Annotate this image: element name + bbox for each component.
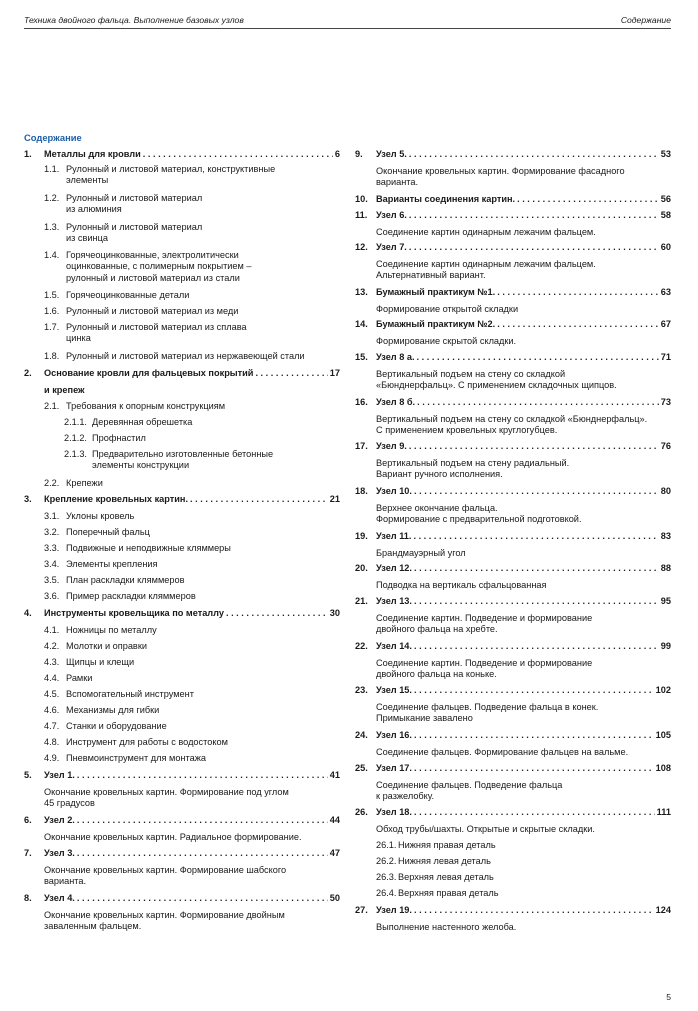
toc-entry-title[interactable]: Узел 16. <box>376 730 412 740</box>
toc-entry-page: 30 <box>329 608 340 618</box>
toc-entry-number: 14. <box>355 319 368 329</box>
dot-leader <box>414 641 659 653</box>
toc-subentry-number: 26.3. <box>376 872 397 882</box>
toc-entry-number: 8. <box>24 893 32 903</box>
toc-entry[interactable] <box>24 815 340 827</box>
toc-subentry[interactable] <box>44 322 340 345</box>
toc-subentry-title[interactable]: Уклоны кровель <box>66 511 135 521</box>
toc-subentry-title[interactable]: Предварительно изготовленные бетонные элементы конструкции <box>92 449 274 471</box>
toc-entry-page: 88 <box>660 563 671 573</box>
toc-entry-line[interactable] <box>355 352 671 364</box>
toc-subentry-title[interactable]: Нижняя левая деталь <box>398 856 491 866</box>
toc-subentry-title[interactable]: Рулонный и листовой материал из сплава цинка <box>66 322 247 344</box>
toc-entry-title[interactable]: Узел 14. <box>376 641 412 651</box>
toc-subentry-number: 4.2. <box>44 641 60 651</box>
toc-subentry[interactable] <box>376 856 671 867</box>
toc-entry-title[interactable]: Узел 1. <box>44 770 75 780</box>
toc-entry-number: 11. <box>355 210 368 220</box>
toc-subentry-number: 1.3. <box>44 222 60 232</box>
dot-leader <box>143 149 333 161</box>
toc-entry-line[interactable] <box>355 905 671 917</box>
toc-subentry[interactable] <box>44 641 340 652</box>
header-book-title: Техника двойного фальца. Выполнение базовых узлов <box>24 15 244 25</box>
dot-leader <box>77 815 328 827</box>
toc-entry-description: Подводка на вертикаль сфальцованная <box>376 580 547 590</box>
toc-entry-number: 7. <box>24 848 32 858</box>
toc-entry-title[interactable]: Инструменты кровельщика по металлу <box>44 608 224 618</box>
toc-entry[interactable] <box>24 368 340 395</box>
toc-subentry-title[interactable]: Требования к опорным конструкциям <box>66 401 226 411</box>
toc-entry[interactable] <box>355 596 671 608</box>
toc-entry[interactable] <box>355 730 671 742</box>
toc-entry-number: 17. <box>355 441 368 451</box>
dot-leader <box>414 486 659 498</box>
toc-subentry-title[interactable]: Рулонный и листовой материал, конструктивные элементы <box>66 164 276 186</box>
toc-entry-line[interactable] <box>24 608 340 620</box>
toc-entry-number: 4. <box>24 608 32 618</box>
toc-entry-page: 111 <box>656 807 671 817</box>
toc-entry[interactable] <box>355 210 671 222</box>
dot-leader <box>417 352 659 364</box>
toc-entry-description: Обход трубы/шахты. Открытые и скрытые складки. <box>376 824 595 834</box>
toc-entry-description: Окончание кровельных картин. Радиальное формирование. <box>44 832 302 842</box>
toc-entry[interactable] <box>355 397 671 409</box>
toc-entry-description: Вертикальный подъем на стену радиальный. Вариант ручного исполнения. <box>376 458 570 480</box>
toc-subentry-title[interactable]: Верхняя правая деталь <box>398 888 499 898</box>
toc-subentry-number: 4.8. <box>44 737 60 747</box>
toc-entry-description: Формирование скрытой складки. <box>376 336 517 346</box>
toc-entry-description: Соединение картин. Подведение и формирование двойного фальца на хребте. <box>376 613 593 635</box>
toc-entry-title[interactable]: Узел 4. <box>44 893 75 903</box>
toc-entry-description: Формирование открытой складки <box>376 304 519 314</box>
toc-entry-line[interactable] <box>355 397 671 409</box>
toc-subentry-number: 2.1. <box>44 401 60 411</box>
toc-subentry[interactable] <box>44 753 340 764</box>
toc-subentry-number: 1.1. <box>44 164 60 174</box>
toc-entry-description: Выполнение настенного желоба. <box>376 922 517 932</box>
toc-entry-description: Окончание кровельных картин. Формирование шабского варианта. <box>44 865 287 887</box>
toc-entry[interactable] <box>24 608 340 620</box>
toc-entry-title[interactable]: Основание кровли для фальцевых покрытий <box>44 368 254 378</box>
toc-entry-title[interactable]: Узел 12. <box>376 563 412 573</box>
toc-subentry[interactable] <box>44 351 340 362</box>
toc-entry-description: Соединение фальцев. Подведение фальца к разжелобку. <box>376 780 563 802</box>
toc-entry[interactable] <box>24 848 340 860</box>
toc-subentry-title[interactable]: Инструмент для работы с водостоком <box>66 737 228 747</box>
dot-leader <box>409 441 659 453</box>
toc-subentry-number: 26.1. <box>376 840 397 850</box>
toc-subentry-number: 26.4. <box>376 888 397 898</box>
toc-entry-description: Окончание кровельных картин. Формирование под углом 45 градусов <box>44 787 289 809</box>
dot-leader <box>497 319 659 331</box>
toc-subentry-number: 2.1.3. <box>64 449 87 459</box>
toc-subentry-title[interactable]: Рамки <box>66 673 93 683</box>
toc-entry-page: 6 <box>334 149 340 159</box>
toc-subentry-number: 4.3. <box>44 657 60 667</box>
toc-subentry-title[interactable]: Вспомогательный инструмент <box>66 689 194 699</box>
toc-subentry-title[interactable]: Профнастил <box>92 433 146 443</box>
toc-entry-line[interactable] <box>355 149 671 161</box>
header-section-title: Содержание <box>620 15 671 25</box>
toc-entry-page: 56 <box>660 194 671 204</box>
dot-leader <box>77 893 328 905</box>
toc-entry-number: 19. <box>355 531 368 541</box>
toc-subentry-title[interactable]: Подвижные и неподвижные кляммеры <box>66 543 231 553</box>
toc-entry-title[interactable]: Узел 2. <box>44 815 75 825</box>
toc-entry-number: 1. <box>24 149 32 159</box>
toc-entry-page: 67 <box>660 319 671 329</box>
toc-subentry-title[interactable]: Деревянная обрешетка <box>92 417 193 427</box>
toc-entry-description: Верхнее окончание фальца. Формирование с предварительной подготовкой. <box>376 503 582 525</box>
toc-entry-number: 9. <box>355 149 363 159</box>
toc-entry-page: 83 <box>660 531 671 541</box>
toc-subentry-title[interactable]: План раскладки кляммеров <box>66 575 185 585</box>
toc-entry[interactable] <box>355 486 671 498</box>
toc-entry[interactable] <box>24 494 340 506</box>
toc-subentry[interactable] <box>376 888 671 899</box>
toc-subentry[interactable] <box>44 478 340 489</box>
toc-entry-title-continuation[interactable]: и крепеж <box>44 385 85 395</box>
toc-entry-line[interactable] <box>355 210 671 222</box>
dot-leader <box>414 596 659 608</box>
toc-entry-line[interactable] <box>355 807 671 819</box>
toc-entry[interactable] <box>355 194 671 206</box>
toc-entry-page: 44 <box>329 815 340 825</box>
toc-entry[interactable] <box>355 319 671 331</box>
toc-entry-title[interactable]: Узел 19. <box>376 905 412 915</box>
page-number: 5 <box>666 992 671 1002</box>
toc-subentry[interactable] <box>44 164 340 187</box>
toc-entry-title[interactable]: Узел 3. <box>44 848 75 858</box>
toc-entry[interactable] <box>355 563 671 575</box>
toc-entry-title[interactable]: Узел 13. <box>376 596 412 606</box>
toc-entry-number: 18. <box>355 486 368 496</box>
toc-subentry-title[interactable]: Механизмы для гибки <box>66 705 160 715</box>
toc-subentry[interactable] <box>44 250 340 284</box>
toc-entry-number: 27. <box>355 905 368 915</box>
toc-entry[interactable] <box>355 685 671 697</box>
dot-leader <box>77 848 328 860</box>
toc-subentry-number: 1.4. <box>44 250 60 260</box>
toc-entry-page: 80 <box>660 486 671 496</box>
toc-subentry-number: 26.2. <box>376 856 397 866</box>
toc-subentry-title[interactable]: Нижняя правая деталь <box>398 840 496 850</box>
toc-entry-page: 102 <box>655 685 671 695</box>
toc-subentry[interactable] <box>64 417 340 428</box>
toc-entry-page: 21 <box>329 494 340 504</box>
toc-subentry-title[interactable]: Рулонный и листовой материал из алюминия <box>66 193 203 215</box>
toc-entry-number: 24. <box>355 730 368 740</box>
toc-subentry[interactable] <box>44 193 340 216</box>
toc-entry[interactable] <box>24 770 340 782</box>
toc-entry[interactable] <box>355 807 671 819</box>
toc-subentry[interactable] <box>44 575 340 586</box>
toc-subentry-number: 1.7. <box>44 322 60 332</box>
toc-entry-line[interactable] <box>24 893 340 905</box>
toc-subentry[interactable] <box>376 840 671 851</box>
toc-subentry[interactable] <box>44 625 340 636</box>
toc-entry-page: 108 <box>655 763 671 773</box>
toc-entry-number: 12. <box>355 242 368 252</box>
toc-subentry[interactable] <box>44 737 340 748</box>
toc-subentry[interactable] <box>44 689 340 700</box>
toc-entry-title[interactable]: Узел 17. <box>376 763 412 773</box>
toc-subentry-title[interactable]: Верхняя левая деталь <box>398 872 494 882</box>
toc-entry-description: Соединение фальцев. Формирование фальцев на вальме. <box>376 747 629 757</box>
toc-subentry[interactable] <box>44 673 340 684</box>
toc-entry-title[interactable]: Узел 8 а. <box>376 352 415 362</box>
toc-heading: Содержание <box>24 132 82 143</box>
toc-entry-line[interactable] <box>24 368 340 380</box>
toc-subentry-number: 4.5. <box>44 689 60 699</box>
toc-entry-title[interactable]: Бумажный практикум №2. <box>376 319 496 329</box>
toc-entry-description: Соединение картин одинарным лежачим фальцем. <box>376 227 596 237</box>
toc-entry[interactable] <box>355 352 671 364</box>
toc-entry-title[interactable]: Узел 8 б. <box>376 397 416 407</box>
toc-entry-title[interactable]: Узел 11. <box>376 531 412 541</box>
toc-entry-description: Окончание кровельных картин. Формирование фасадного варианта. <box>376 166 625 188</box>
dot-leader <box>77 770 328 782</box>
toc-entry-number: 13. <box>355 287 368 297</box>
dot-leader <box>497 287 659 299</box>
toc-subentry[interactable] <box>64 433 340 444</box>
toc-entry-description: Брандмауэрный угол <box>376 548 466 558</box>
dot-leader <box>226 608 328 620</box>
toc-subentry[interactable] <box>44 705 340 716</box>
toc-subentry[interactable] <box>376 872 671 883</box>
toc-entry-page: 95 <box>660 596 671 606</box>
toc-entry-page: 47 <box>329 848 340 858</box>
toc-subentry[interactable] <box>44 657 340 668</box>
toc-entry-line[interactable] <box>24 494 340 506</box>
dot-leader <box>255 368 327 380</box>
toc-subentry-number: 1.5. <box>44 290 60 300</box>
toc-entry-number: 6. <box>24 815 32 825</box>
toc-entry[interactable] <box>355 441 671 453</box>
toc-subentry-number: 3.3. <box>44 543 60 553</box>
toc-entry[interactable] <box>355 287 671 299</box>
toc-entry-line[interactable] <box>355 242 671 254</box>
toc-entry-page: 105 <box>655 730 671 740</box>
toc-entry-number: 16. <box>355 397 368 407</box>
toc-entry-title[interactable]: Узел 6. <box>376 210 407 220</box>
toc-entry[interactable] <box>24 149 340 161</box>
toc-subentry[interactable] <box>44 511 340 522</box>
toc-entry[interactable] <box>24 893 340 905</box>
toc-subentry-number: 4.9. <box>44 753 60 763</box>
toc-subentry-title[interactable]: Ножницы по металлу <box>66 625 157 635</box>
toc-subentry-title[interactable]: Крепежи <box>66 478 103 488</box>
toc-entry-line[interactable] <box>355 730 671 742</box>
toc-entry[interactable] <box>355 531 671 543</box>
toc-subentry-number: 2.2. <box>44 478 60 488</box>
toc-entry-number: 22. <box>355 641 368 651</box>
toc-subentry-title[interactable]: Поперечный фальц <box>66 527 150 537</box>
toc-entry-page: 17 <box>329 368 340 378</box>
toc-entry-line[interactable] <box>355 531 671 543</box>
toc-entry-number: 15. <box>355 352 368 362</box>
toc-entry-title[interactable]: Узел 18. <box>376 807 412 817</box>
toc-subentry-title[interactable]: Пневмоинструмент для монтажа <box>66 753 206 763</box>
toc-entry-line[interactable] <box>355 319 671 331</box>
toc-entry[interactable] <box>355 242 671 254</box>
toc-entry-page: 63 <box>660 287 671 297</box>
toc-entry-description: Соединение фальцев. Подведение фальца в конек. Примыкание завалено <box>376 702 599 724</box>
toc-entry-page: 73 <box>660 397 671 407</box>
toc-entry-page: 124 <box>655 905 671 915</box>
toc-entry-description: Соединение картин. Подведение и формирование двойного фальца на коньке. <box>376 658 593 680</box>
toc-subentry-number: 3.2. <box>44 527 60 537</box>
toc-entry-page: 76 <box>660 441 671 451</box>
toc-entry-page: 60 <box>660 242 671 252</box>
toc-entry-line[interactable] <box>355 441 671 453</box>
toc-subentry-title[interactable]: Рулонный и листовой материал из свинца <box>66 222 203 244</box>
dot-leader <box>414 763 654 775</box>
dot-leader <box>413 531 658 543</box>
toc-subentry-title[interactable]: Горячеоцинкованные детали <box>66 290 190 300</box>
toc-entry-number: 20. <box>355 563 368 573</box>
toc-subentry-number: 4.1. <box>44 625 60 635</box>
toc-subentry[interactable] <box>44 559 340 570</box>
toc-subentry-number: 3.1. <box>44 511 60 521</box>
toc-entry-number: 2. <box>24 368 32 378</box>
toc-entry-number: 3. <box>24 494 32 504</box>
toc-entry-page: 50 <box>329 893 340 903</box>
toc-entry-title[interactable]: Узел 15. <box>376 685 412 695</box>
toc-entry-number: 23. <box>355 685 368 695</box>
toc-entry-line[interactable] <box>355 486 671 498</box>
toc-entry-line[interactable] <box>24 815 340 827</box>
dot-leader <box>414 807 655 819</box>
toc-entry-title[interactable]: Крепление кровельных картин. <box>44 494 189 504</box>
toc-subentry-title[interactable]: Щипцы и клещи <box>66 657 135 667</box>
toc-entry-description: Вертикальный подъем на стену со складкой «Бюнднерфальц». С применением кровельных круглогубцев. <box>376 414 648 436</box>
toc-subentry-number: 3.6. <box>44 591 60 601</box>
dot-leader <box>414 730 654 742</box>
toc-subentry-number: 1.6. <box>44 306 60 316</box>
toc-subentry-number: 1.8. <box>44 351 60 361</box>
toc-entry-number: 5. <box>24 770 32 780</box>
toc-entry-description: Соединение картин одинарным лежачим фальцем. Альтернативный вариант. <box>376 259 596 281</box>
toc-subentry-title[interactable]: Молотки и оправки <box>66 641 147 651</box>
toc-subentry-number: 4.7. <box>44 721 60 731</box>
dot-leader <box>409 149 659 161</box>
toc-subentry-title[interactable]: Пример раскладки кляммеров <box>66 591 196 601</box>
dot-leader <box>414 563 659 575</box>
toc-entry-line[interactable] <box>355 641 671 653</box>
toc-entry-line[interactable] <box>355 763 671 775</box>
toc-subentry[interactable] <box>44 401 340 412</box>
toc-entry-title[interactable]: Узел 7. <box>376 242 407 252</box>
toc-subentry-number: 4.6. <box>44 705 60 715</box>
toc-entry-line[interactable] <box>24 770 340 782</box>
toc-subentry-number: 2.1.1. <box>64 417 87 427</box>
toc-subentry[interactable] <box>44 290 340 301</box>
toc-subentry[interactable] <box>44 222 340 245</box>
toc-entry-page: 58 <box>660 210 671 220</box>
toc-subentry-title[interactable]: Станки и оборудование <box>66 721 167 731</box>
dot-leader <box>409 242 659 254</box>
toc-entry-line[interactable] <box>355 563 671 575</box>
toc-entry-page: 41 <box>329 770 340 780</box>
toc-entry-number: 21. <box>355 596 368 606</box>
toc-subentry-number: 3.4. <box>44 559 60 569</box>
toc-subentry-number: 4.4. <box>44 673 60 683</box>
toc-subentry-title[interactable]: Элементы крепления <box>66 559 158 569</box>
toc-subentry-number: 3.5. <box>44 575 60 585</box>
toc-entry-number: 26. <box>355 807 368 817</box>
toc-entry-number: 10. <box>355 194 368 204</box>
toc-subentry[interactable] <box>64 449 340 472</box>
toc-entry-title[interactable]: Варианты соединения картин. <box>376 194 516 204</box>
toc-subentry[interactable] <box>44 306 340 317</box>
toc-entry[interactable] <box>355 149 671 161</box>
dot-leader <box>190 494 328 506</box>
toc-subentry-title[interactable]: Рулонный и листовой материал из меди <box>66 306 239 316</box>
toc-subentry[interactable] <box>44 721 340 732</box>
toc-entry-line[interactable] <box>24 848 340 860</box>
toc-entry-page: 53 <box>660 149 671 159</box>
toc-entry-line[interactable] <box>355 596 671 608</box>
toc-subentry-number: 2.1.2. <box>64 433 87 443</box>
dot-leader <box>414 905 654 917</box>
toc-entry[interactable] <box>355 905 671 917</box>
toc-entry-title[interactable]: Бумажный практикум №1. <box>376 287 496 297</box>
toc-entry-title[interactable]: Металлы для кровли <box>44 149 141 159</box>
toc-entry-number: 25. <box>355 763 368 773</box>
toc-entry-title[interactable]: Узел 5. <box>376 149 407 159</box>
toc-entry-title[interactable]: Узел 9. <box>376 441 407 451</box>
running-header <box>24 14 671 29</box>
toc-subentry-title[interactable]: Горячеоцинкованные, электролитически оцинкованные, с полимерным покрытием – рулонный и листовой материал из стали <box>66 250 252 283</box>
toc-subentry[interactable] <box>44 527 340 538</box>
toc-entry-description: Вертикальный подъем на стену со складкой «Бюнднерфальц». С применением складочных щипцов. <box>376 369 617 391</box>
toc-subentry[interactable] <box>44 591 340 602</box>
toc-entry-line[interactable] <box>355 194 671 206</box>
toc-entry-page: 71 <box>660 352 671 362</box>
dot-leader <box>414 685 654 697</box>
toc-entry-description: Окончание кровельных картин. Формирование двойным заваленным фальцем. <box>44 910 285 932</box>
dot-leader <box>517 194 659 206</box>
toc-entry[interactable] <box>355 641 671 653</box>
toc-subentry-number: 1.2. <box>44 193 60 203</box>
dot-leader <box>417 397 659 409</box>
toc-entry-line[interactable] <box>24 149 340 161</box>
toc-entry-line[interactable] <box>355 287 671 299</box>
dot-leader <box>409 210 659 222</box>
toc-entry[interactable] <box>355 763 671 775</box>
toc-entry-page: 99 <box>660 641 671 651</box>
toc-entry-line[interactable] <box>355 685 671 697</box>
toc-subentry[interactable] <box>44 543 340 554</box>
toc-subentry-title[interactable]: Рулонный и листовой материал из нержавеющей стали <box>66 351 305 361</box>
toc-entry-title[interactable]: Узел 10. <box>376 486 412 496</box>
